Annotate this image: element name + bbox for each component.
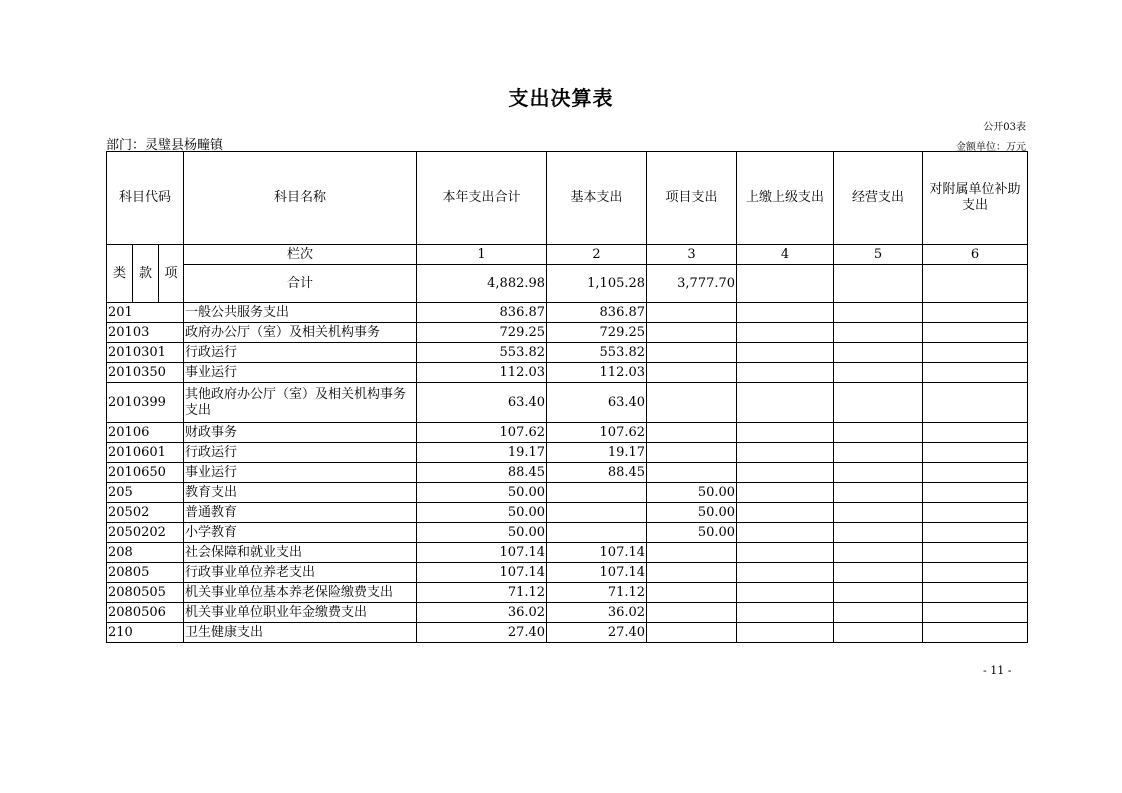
table-row: [107, 583, 1028, 603]
subject-name: 政府办公厅（室）及相关机构事务: [184, 323, 417, 343]
table-row: [107, 443, 1028, 463]
amount-basic: 63.40: [547, 383, 647, 423]
amount-business: [834, 363, 923, 383]
header-lei: 类: [107, 245, 133, 303]
amount-upper: [737, 343, 834, 363]
sum-project: 3,777.70: [647, 265, 737, 303]
amount-total: 63.40: [417, 383, 547, 423]
header-total: 本年支出合计: [417, 152, 547, 245]
subject-code: 20502: [107, 503, 184, 523]
amount-project: [647, 323, 737, 343]
amount-basic: [547, 483, 647, 503]
subject-code: 20805: [107, 563, 184, 583]
header-basic: 基本支出: [547, 152, 647, 245]
amount-upper: [737, 563, 834, 583]
amount-total: 50.00: [417, 503, 547, 523]
amount-total: 50.00: [417, 483, 547, 503]
amount-business: [834, 583, 923, 603]
amount-subsidy: [923, 623, 1028, 643]
subject-name: 行政运行: [184, 443, 417, 463]
header-kuan: 款: [133, 245, 159, 303]
column-number: 5: [834, 245, 923, 265]
subject-name: 卫生健康支出: [184, 623, 417, 643]
amount-upper: [737, 543, 834, 563]
subject-name: 机关事业单位职业年金缴费支出: [184, 603, 417, 623]
amount-subsidy: [923, 363, 1028, 383]
amount-subsidy: [923, 303, 1028, 323]
amount-basic: 107.62: [547, 423, 647, 443]
amount-project: [647, 623, 737, 643]
amount-subsidy: [923, 503, 1028, 523]
table-row: [107, 623, 1028, 643]
amount-subsidy: [923, 383, 1028, 423]
amount-business: [834, 623, 923, 643]
amount-upper: [737, 603, 834, 623]
subject-code: 210: [107, 623, 184, 643]
amount-subsidy: [923, 603, 1028, 623]
amount-basic: 107.14: [547, 543, 647, 563]
subject-name: 普通教育: [184, 503, 417, 523]
amount-unit-label: 金额单位：万元: [956, 142, 1026, 153]
header-name: 科目名称: [184, 152, 417, 245]
page-title: 支出决算表: [508, 86, 614, 110]
amount-subsidy: [923, 523, 1028, 543]
amount-total: 107.14: [417, 563, 547, 583]
table-row: [107, 503, 1028, 523]
amount-basic: 107.14: [547, 563, 647, 583]
amount-upper: [737, 523, 834, 543]
subject-code: 2010350: [107, 363, 184, 383]
amount-subsidy: [923, 583, 1028, 603]
amount-business: [834, 463, 923, 483]
subject-name: 教育支出: [184, 483, 417, 503]
subject-code: 205: [107, 483, 184, 503]
amount-total: 836.87: [417, 303, 547, 323]
sum-label: 合计: [184, 265, 417, 303]
column-number: 4: [737, 245, 834, 265]
amount-upper: [737, 363, 834, 383]
amount-upper: [737, 583, 834, 603]
amount-total: 107.14: [417, 543, 547, 563]
sum-row: [107, 265, 1028, 303]
subject-code: 2010601: [107, 443, 184, 463]
amount-business: [834, 443, 923, 463]
subject-code: 2050202: [107, 523, 184, 543]
amount-basic: 19.17: [547, 443, 647, 463]
subject-name: 财政事务: [184, 423, 417, 443]
amount-basic: [547, 503, 647, 523]
subject-name: 一般公共服务支出: [184, 303, 417, 323]
amount-project: [647, 343, 737, 363]
header-row: [107, 152, 1028, 245]
amount-business: [834, 543, 923, 563]
amount-business: [834, 603, 923, 623]
amount-upper: [737, 483, 834, 503]
subject-code: 201: [107, 303, 184, 323]
amount-project: 50.00: [647, 523, 737, 543]
header-subsidy: 对附属单位补助支出: [923, 152, 1028, 245]
expenditure-table: [106, 151, 1028, 643]
subject-code: 2080505: [107, 583, 184, 603]
table-row: [107, 423, 1028, 443]
amount-upper: [737, 443, 834, 463]
amount-total: 107.62: [417, 423, 547, 443]
amount-subsidy: [923, 343, 1028, 363]
subject-code: 2080506: [107, 603, 184, 623]
table-row: [107, 543, 1028, 563]
amount-project: [647, 543, 737, 563]
amount-business: [834, 343, 923, 363]
sum-total: 4,882.98: [417, 265, 547, 303]
amount-total: 71.12: [417, 583, 547, 603]
sum-business: [834, 265, 923, 303]
column-number: 2: [547, 245, 647, 265]
amount-upper: [737, 323, 834, 343]
column-number-row: [107, 245, 1028, 265]
amount-upper: [737, 383, 834, 423]
amount-upper: [737, 303, 834, 323]
sum-basic: 1,105.28: [547, 265, 647, 303]
amount-basic: 836.87: [547, 303, 647, 323]
amount-business: [834, 303, 923, 323]
amount-project: [647, 423, 737, 443]
amount-business: [834, 383, 923, 423]
amount-upper: [737, 503, 834, 523]
amount-project: 50.00: [647, 503, 737, 523]
amount-basic: 36.02: [547, 603, 647, 623]
sum-upper: [737, 265, 834, 303]
subject-name: 事业运行: [184, 363, 417, 383]
form-number: 公开03表: [983, 122, 1026, 133]
amount-subsidy: [923, 443, 1028, 463]
header-code: 科目代码: [107, 152, 184, 245]
subject-code: 20103: [107, 323, 184, 343]
amount-upper: [737, 423, 834, 443]
amount-project: [647, 443, 737, 463]
amount-business: [834, 503, 923, 523]
amount-subsidy: [923, 483, 1028, 503]
amount-basic: 112.03: [547, 363, 647, 383]
subject-name: 小学教育: [184, 523, 417, 543]
amount-project: [647, 363, 737, 383]
amount-total: 112.03: [417, 363, 547, 383]
amount-project: [647, 583, 737, 603]
amount-basic: 729.25: [547, 323, 647, 343]
amount-total: 729.25: [417, 323, 547, 343]
subject-code: 2010301: [107, 343, 184, 363]
amount-business: [834, 523, 923, 543]
amount-total: 50.00: [417, 523, 547, 543]
subject-name: 行政事业单位养老支出: [184, 563, 417, 583]
department-label: 部门：灵璧县杨疃镇: [106, 138, 224, 153]
subject-name: 其他政府办公厅（室）及相关机构事务支出: [184, 383, 417, 423]
amount-subsidy: [923, 543, 1028, 563]
column-number-label: 栏次: [184, 245, 417, 265]
amount-total: 553.82: [417, 343, 547, 363]
table-row: [107, 363, 1028, 383]
table-row: [107, 343, 1028, 363]
amount-business: [834, 563, 923, 583]
amount-basic: 27.40: [547, 623, 647, 643]
table-row: [107, 383, 1028, 423]
amount-subsidy: [923, 563, 1028, 583]
amount-subsidy: [923, 323, 1028, 343]
amount-project: [647, 603, 737, 623]
header-business: 经营支出: [834, 152, 923, 245]
column-number: 3: [647, 245, 737, 265]
amount-basic: [547, 523, 647, 543]
subject-code: 2010399: [107, 383, 184, 423]
column-number: 6: [923, 245, 1028, 265]
table-row: [107, 523, 1028, 543]
amount-business: [834, 423, 923, 443]
table-row: [107, 563, 1028, 583]
amount-project: 50.00: [647, 483, 737, 503]
amount-basic: 553.82: [547, 343, 647, 363]
amount-business: [834, 483, 923, 503]
table-row: [107, 483, 1028, 503]
subject-name: 事业运行: [184, 463, 417, 483]
subject-code: 208: [107, 543, 184, 563]
amount-project: [647, 463, 737, 483]
subject-name: 行政运行: [184, 343, 417, 363]
amount-basic: 71.12: [547, 583, 647, 603]
table-row: [107, 463, 1028, 483]
amount-subsidy: [923, 423, 1028, 443]
subject-name: 机关事业单位基本养老保险缴费支出: [184, 583, 417, 603]
amount-basic: 88.45: [547, 463, 647, 483]
page-number: - 11 -: [983, 664, 1012, 677]
amount-project: [647, 563, 737, 583]
table-row: [107, 323, 1028, 343]
amount-total: 88.45: [417, 463, 547, 483]
header-upper: 上缴上级支出: [737, 152, 834, 245]
subject-code: 2010650: [107, 463, 184, 483]
amount-subsidy: [923, 463, 1028, 483]
amount-project: [647, 303, 737, 323]
sum-subsidy: [923, 265, 1028, 303]
column-number: 1: [417, 245, 547, 265]
table-row: [107, 603, 1028, 623]
amount-total: 27.40: [417, 623, 547, 643]
amount-upper: [737, 623, 834, 643]
amount-total: 36.02: [417, 603, 547, 623]
amount-upper: [737, 463, 834, 483]
amount-total: 19.17: [417, 443, 547, 463]
table-row: [107, 303, 1028, 323]
header-project: 项目支出: [647, 152, 737, 245]
subject-code: 20106: [107, 423, 184, 443]
amount-project: [647, 383, 737, 423]
header-xiang: 项: [159, 245, 184, 303]
amount-business: [834, 323, 923, 343]
subject-name: 社会保障和就业支出: [184, 543, 417, 563]
